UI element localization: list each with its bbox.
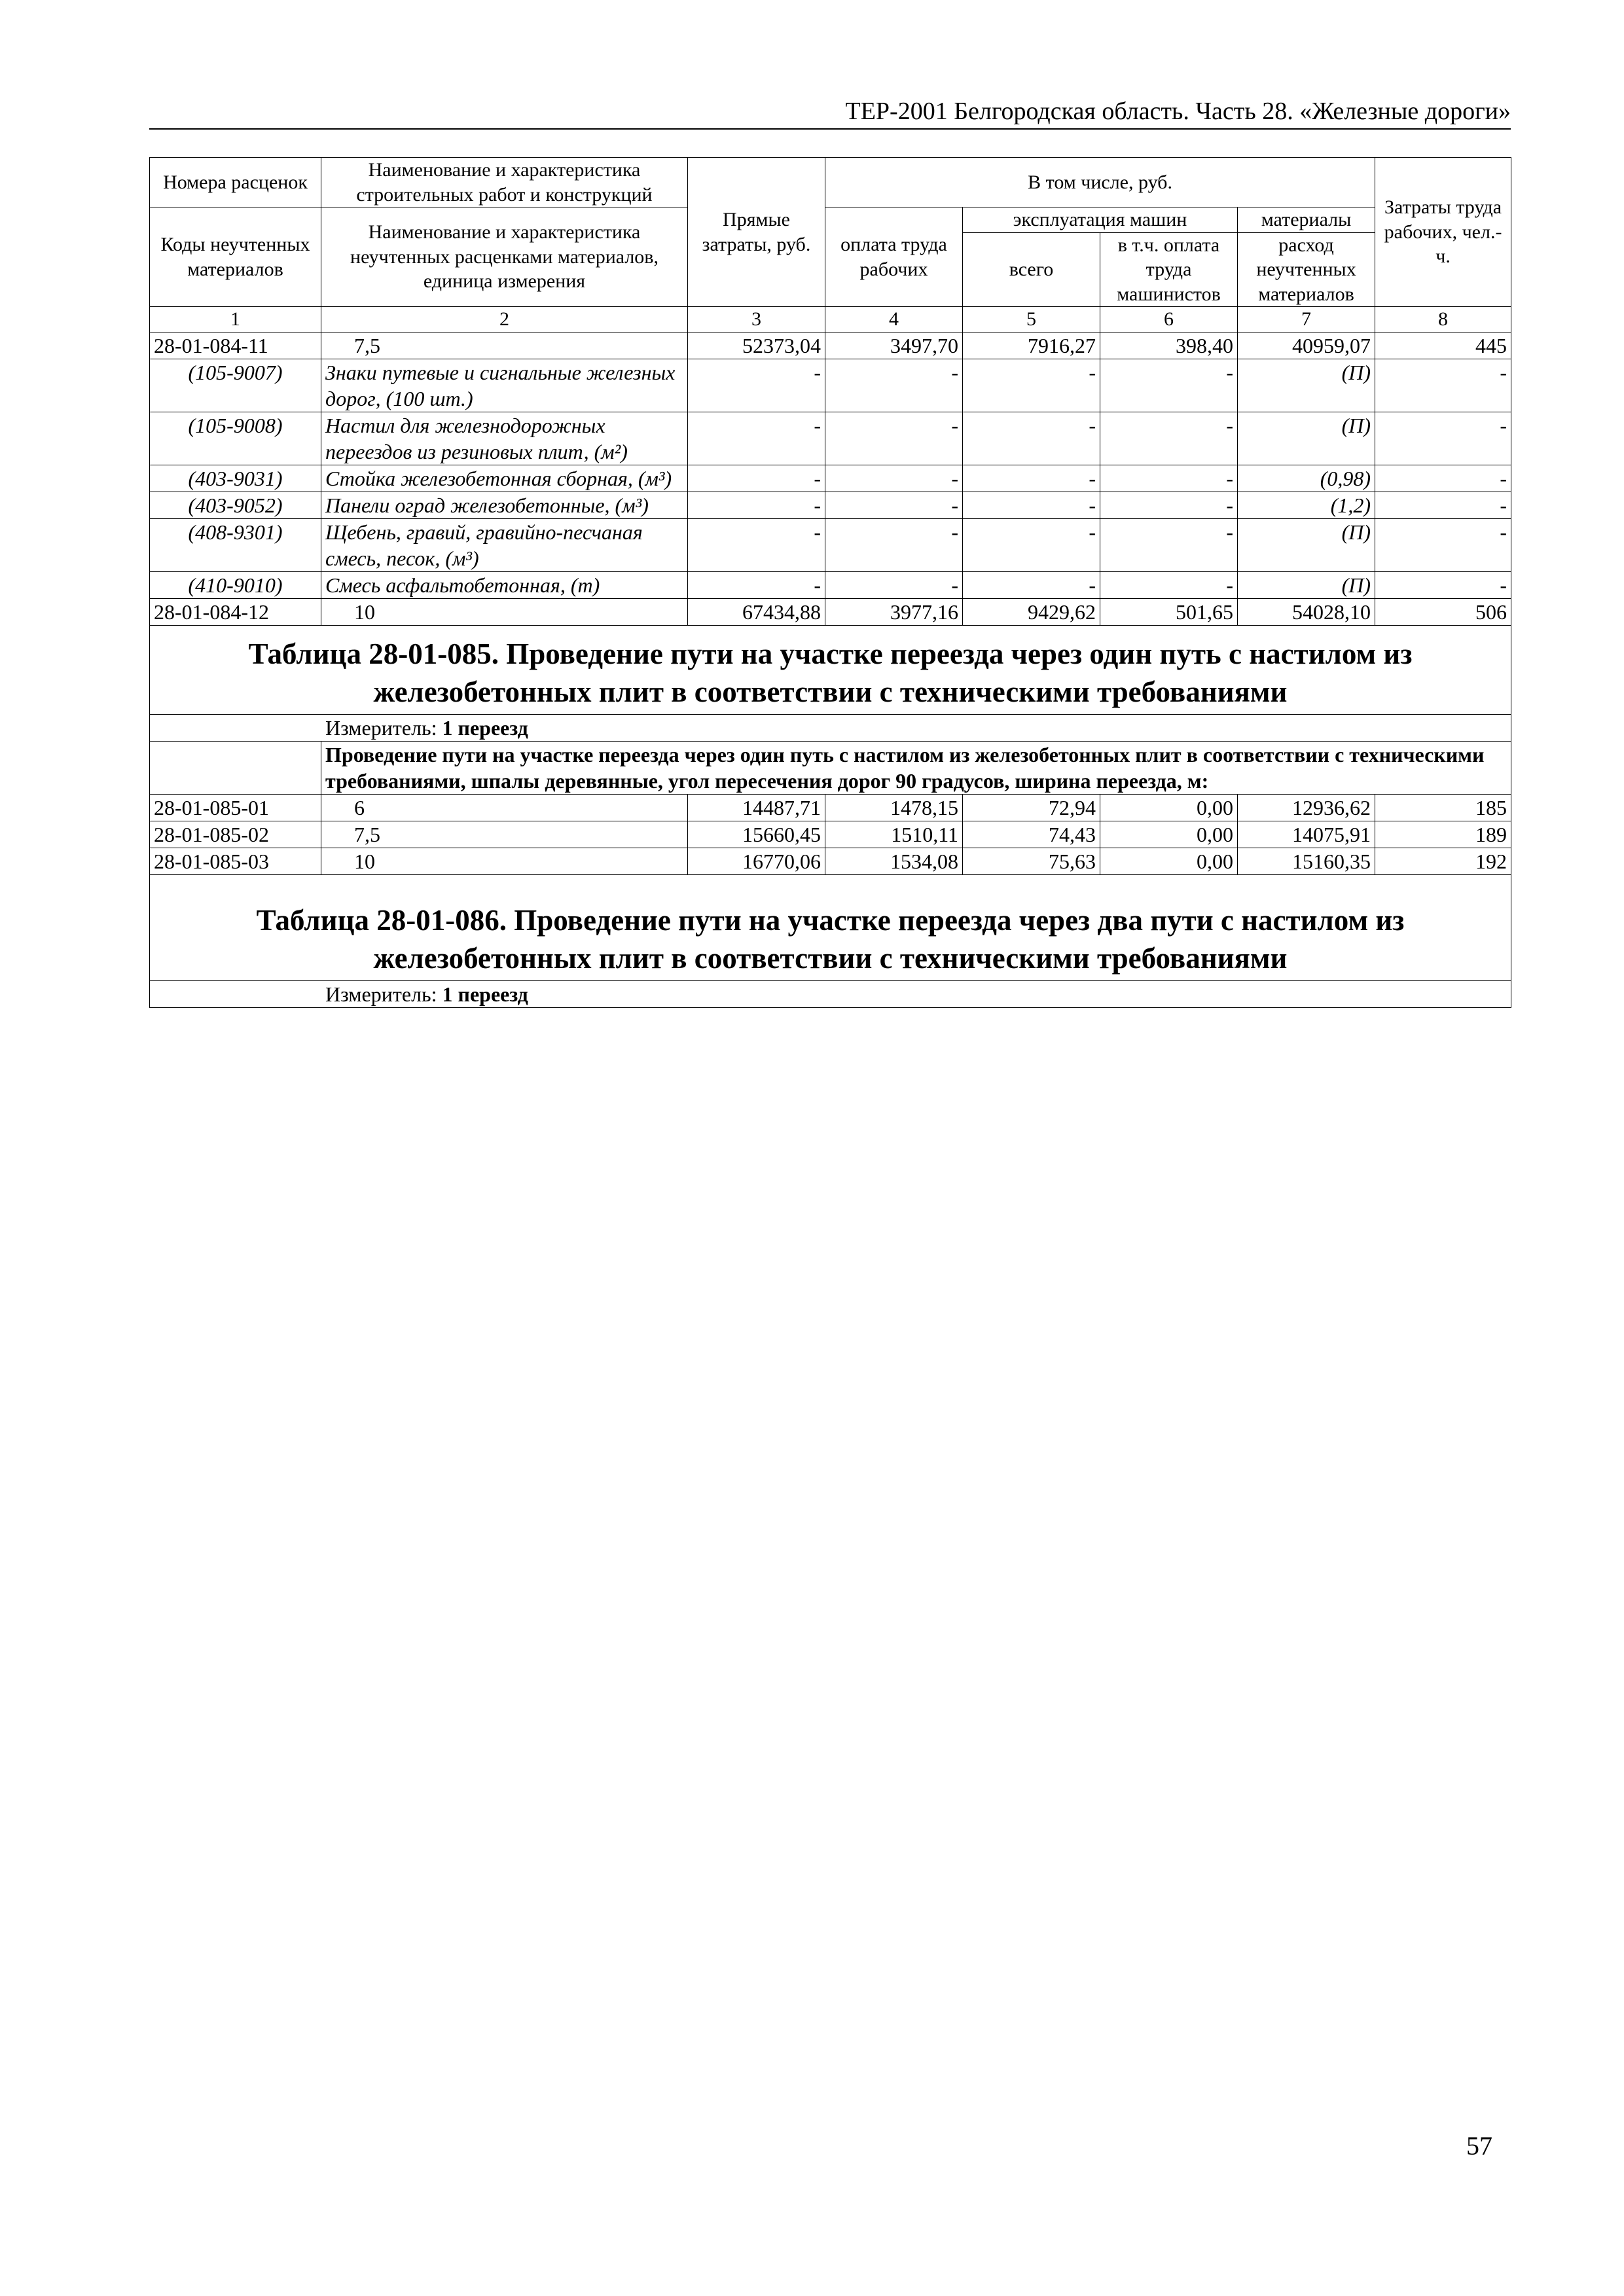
cell: 14075,91 bbox=[1238, 821, 1375, 848]
cell: - bbox=[1375, 412, 1511, 465]
cell: (П) bbox=[1238, 359, 1375, 412]
cell-machines: 9429,62 bbox=[963, 598, 1100, 625]
hdr-machines: эксплуатация машин bbox=[963, 207, 1238, 233]
table-title-085: Таблица 28-01-085. Проведение пути на участке переезда через один путь с настилом из железобетонных плит в соответствии с техническими требованиями bbox=[150, 625, 1511, 714]
cell: - bbox=[1100, 412, 1238, 465]
cell-materials: 54028,10 bbox=[1238, 598, 1375, 625]
rate-code: 28-01-084-11 bbox=[150, 332, 321, 359]
hdr-mat-unacc: расход неучтенных материалов bbox=[1238, 232, 1375, 307]
rate-code: 28-01-085-01 bbox=[150, 794, 321, 821]
meter-086 bbox=[150, 980, 1511, 1007]
material-name: Щебень, гравий, гравийно-песчаная смесь, песок, (м³) bbox=[321, 518, 688, 571]
cell: 15160,35 bbox=[1238, 848, 1375, 874]
material-name: Стойка железобетонная сборная, (м³) bbox=[321, 465, 688, 492]
cell: (П) bbox=[1238, 412, 1375, 465]
table-title-086: Таблица 28-01-086. Проведение пути на участке переезда через два пути с настилом из железобетонных плит в соответствии с техническими требованиями bbox=[150, 874, 1511, 980]
cell: 189 bbox=[1375, 821, 1511, 848]
cell: - bbox=[1100, 465, 1238, 492]
rate-code: 28-01-084-12 bbox=[150, 598, 321, 625]
cell: 185 bbox=[1375, 794, 1511, 821]
page-number: 57 bbox=[1466, 2131, 1492, 2161]
hdr-labor-hours: Затраты труда рабочих, чел.-ч. bbox=[1375, 158, 1511, 307]
hdr-name2: Наименование и характеристика неучтенных расценками материалов, единица измерения bbox=[321, 207, 688, 307]
material-name: Настил для железнодорожных переездов из резиновых плит, (м²) bbox=[321, 412, 688, 465]
material-name: Смесь асфальтобетонная, (т) bbox=[321, 571, 688, 598]
cell-direct: 67434,88 bbox=[688, 598, 825, 625]
running-header: ТЕР-2001 Белгородская область. Часть 28. «Железные дороги» bbox=[845, 98, 1511, 125]
group-heading: Проведение пути на участке переезда через один путь с настилом из железобетонных плит в соответствии с техническими требованиями, шпалы деревянные, угол пересечения дорог 90 градусов, ширина переезда, м: bbox=[321, 741, 1511, 794]
material-code: (105-9007) bbox=[150, 359, 321, 412]
price-table bbox=[149, 157, 1511, 1008]
col-num: 3 bbox=[688, 307, 825, 332]
cell: - bbox=[963, 571, 1100, 598]
col-num: 1 bbox=[150, 307, 321, 332]
rate-code: 28-01-085-03 bbox=[150, 848, 321, 874]
material-row bbox=[150, 465, 1511, 492]
cell: 72,94 bbox=[963, 794, 1100, 821]
cell: - bbox=[963, 518, 1100, 571]
cell: 15660,45 bbox=[688, 821, 825, 848]
cell: - bbox=[1100, 492, 1238, 518]
material-row bbox=[150, 571, 1511, 598]
cell: - bbox=[688, 571, 825, 598]
meter-unit: 1 переезд bbox=[442, 715, 528, 740]
cell: 1510,11 bbox=[825, 821, 963, 848]
hdr-direct: Прямые затраты, руб. bbox=[688, 158, 825, 307]
cell: (1,2) bbox=[1238, 492, 1375, 518]
meter-085 bbox=[150, 714, 1511, 741]
rate-name: 7,5 bbox=[321, 821, 688, 848]
material-name: Знаки путевые и сигнальные железных дорог, (100 шт.) bbox=[321, 359, 688, 412]
material-code: (105-9008) bbox=[150, 412, 321, 465]
cell: 0,00 bbox=[1100, 848, 1238, 874]
table-row bbox=[150, 848, 1511, 874]
cell: (П) bbox=[1238, 518, 1375, 571]
hdr-code: Номера расценок bbox=[150, 158, 321, 207]
cell: - bbox=[688, 412, 825, 465]
col-num: 6 bbox=[1100, 307, 1238, 332]
cell: - bbox=[825, 518, 963, 571]
cell: 1534,08 bbox=[825, 848, 963, 874]
rate-name: 7,5 bbox=[321, 332, 688, 359]
cell: - bbox=[963, 492, 1100, 518]
cell: - bbox=[1100, 571, 1238, 598]
cell-machinists: 398,40 bbox=[1100, 332, 1238, 359]
table-row bbox=[150, 821, 1511, 848]
col-num: 2 bbox=[321, 307, 688, 332]
cell: - bbox=[1100, 359, 1238, 412]
rate-name: 10 bbox=[321, 848, 688, 874]
cell: 75,63 bbox=[963, 848, 1100, 874]
cell: - bbox=[688, 492, 825, 518]
cell-labor: 3977,16 bbox=[825, 598, 963, 625]
cell: - bbox=[1375, 571, 1511, 598]
table-row bbox=[150, 794, 1511, 821]
material-row bbox=[150, 492, 1511, 518]
cell: - bbox=[963, 465, 1100, 492]
cell-labor: 3497,70 bbox=[825, 332, 963, 359]
cell: (П) bbox=[1238, 571, 1375, 598]
header-rule bbox=[149, 128, 1511, 130]
hdr-m-total: всего bbox=[963, 232, 1100, 307]
material-code: (403-9031) bbox=[150, 465, 321, 492]
cell-direct: 52373,04 bbox=[688, 332, 825, 359]
material-code: (408-9301) bbox=[150, 518, 321, 571]
cell-hours: 445 bbox=[1375, 332, 1511, 359]
col-num: 5 bbox=[963, 307, 1100, 332]
cell: 14487,71 bbox=[688, 794, 825, 821]
cell-materials: 40959,07 bbox=[1238, 332, 1375, 359]
cell-machinists: 501,65 bbox=[1100, 598, 1238, 625]
hdr-code2: Коды неучтенных материалов bbox=[150, 207, 321, 307]
cell: - bbox=[1375, 465, 1511, 492]
cell: 16770,06 bbox=[688, 848, 825, 874]
cell: - bbox=[963, 359, 1100, 412]
cell: (0,98) bbox=[1238, 465, 1375, 492]
cell: - bbox=[1375, 492, 1511, 518]
rate-name: 10 bbox=[321, 598, 688, 625]
cell: 0,00 bbox=[1100, 821, 1238, 848]
cell: - bbox=[688, 359, 825, 412]
material-row bbox=[150, 518, 1511, 571]
table-row bbox=[150, 598, 1511, 625]
rate-name: 6 bbox=[321, 794, 688, 821]
cell-hours: 506 bbox=[1375, 598, 1511, 625]
cell: - bbox=[825, 359, 963, 412]
col-num: 7 bbox=[1238, 307, 1375, 332]
table-row bbox=[150, 332, 1511, 359]
cell: - bbox=[963, 412, 1100, 465]
col-num: 8 bbox=[1375, 307, 1511, 332]
meter-label: Измеритель: bbox=[325, 715, 437, 740]
cell: - bbox=[1375, 359, 1511, 412]
material-code: (403-9052) bbox=[150, 492, 321, 518]
material-code: (410-9010) bbox=[150, 571, 321, 598]
group-blank bbox=[150, 741, 321, 794]
material-row bbox=[150, 412, 1511, 465]
hdr-name: Наименование и характеристика строительных работ и конструкций bbox=[321, 158, 688, 207]
cell: 1478,15 bbox=[825, 794, 963, 821]
hdr-m-incl: в т.ч. оплата труда машинистов bbox=[1100, 232, 1238, 307]
cell: - bbox=[825, 492, 963, 518]
cell: - bbox=[825, 412, 963, 465]
cell: 74,43 bbox=[963, 821, 1100, 848]
cell: - bbox=[688, 465, 825, 492]
material-name: Панели оград железобетонные, (м³) bbox=[321, 492, 688, 518]
col-num: 4 bbox=[825, 307, 963, 332]
cell: - bbox=[1375, 518, 1511, 571]
meter-unit: 1 переезд bbox=[442, 982, 528, 1006]
hdr-incl: В том числе, руб. bbox=[825, 158, 1375, 207]
hdr-materials: материалы bbox=[1238, 207, 1375, 233]
cell-machines: 7916,27 bbox=[963, 332, 1100, 359]
material-row bbox=[150, 359, 1511, 412]
cell: 0,00 bbox=[1100, 794, 1238, 821]
cell: - bbox=[1100, 518, 1238, 571]
cell: - bbox=[825, 571, 963, 598]
cell: 12936,62 bbox=[1238, 794, 1375, 821]
hdr-labor: оплата труда рабочих bbox=[825, 207, 963, 307]
cell: - bbox=[688, 518, 825, 571]
meter-label: Измеритель: bbox=[325, 982, 437, 1006]
cell: 192 bbox=[1375, 848, 1511, 874]
cell: - bbox=[825, 465, 963, 492]
rate-code: 28-01-085-02 bbox=[150, 821, 321, 848]
